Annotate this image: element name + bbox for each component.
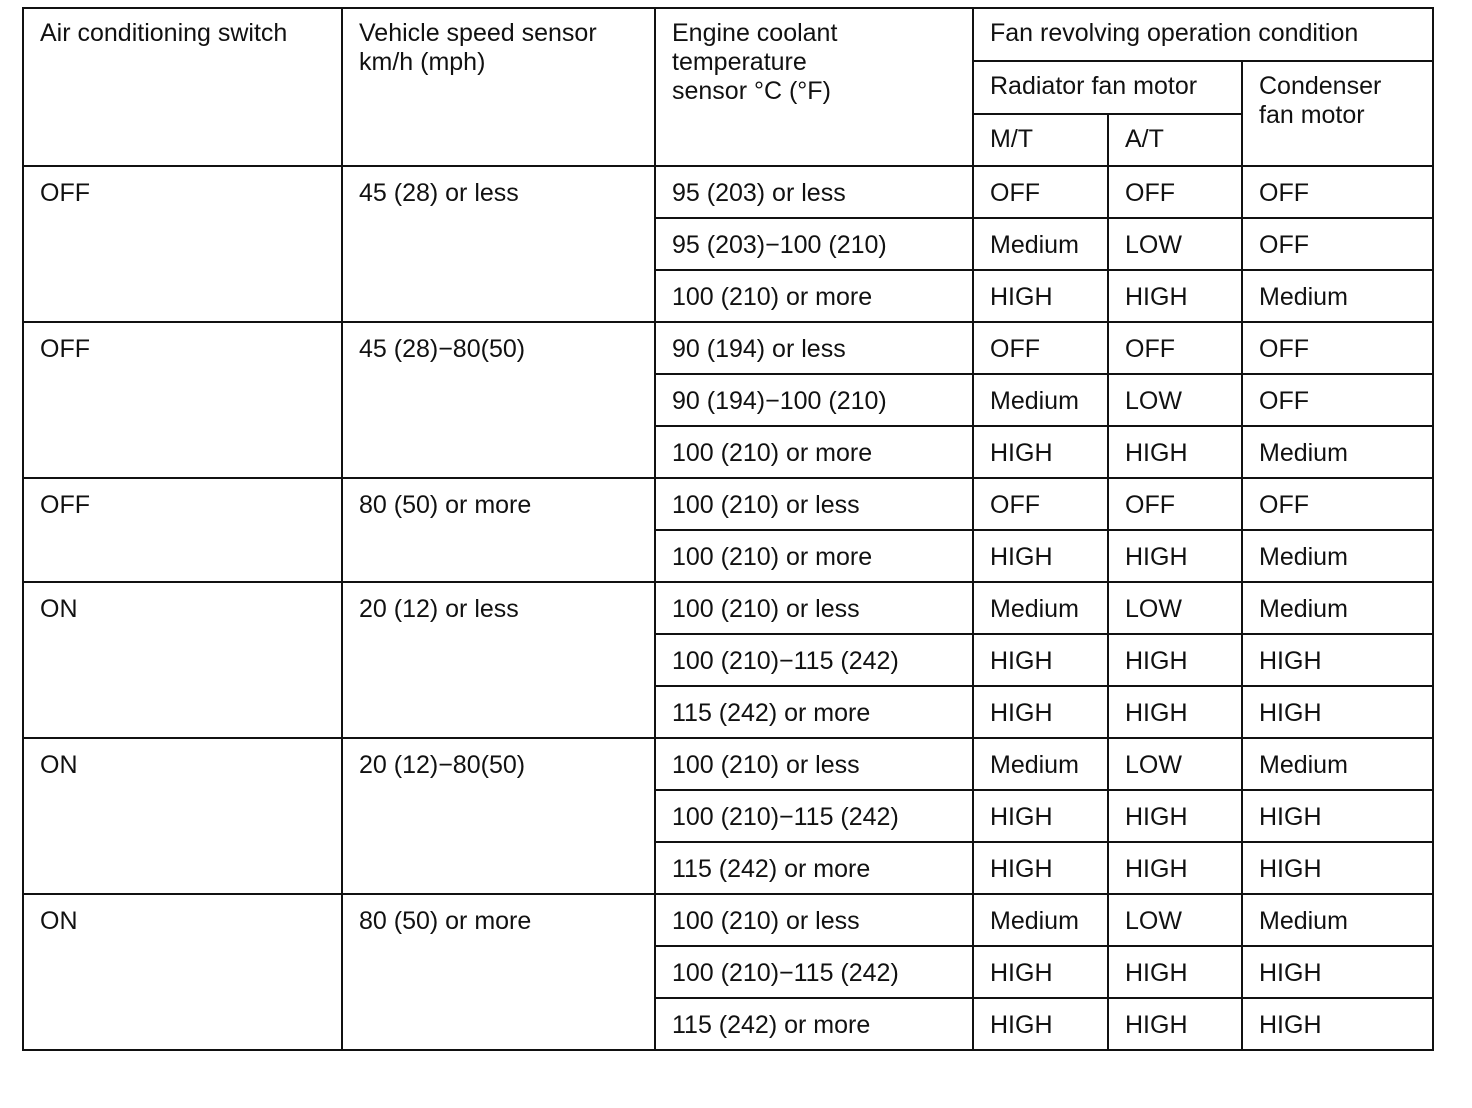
cell-condenser-fan: Medium bbox=[1242, 894, 1433, 946]
cell-radiator-mt: Medium bbox=[973, 738, 1108, 790]
cell-vehicle-speed: 45 (28)−80(50) bbox=[342, 322, 655, 478]
table-row bbox=[23, 894, 1433, 946]
cell-radiator-mt: Medium bbox=[973, 894, 1108, 946]
cell-condenser-fan: HIGH bbox=[1242, 686, 1433, 738]
cell-radiator-at: HIGH bbox=[1108, 634, 1242, 686]
header-fan-condition: Fan revolving operation condition bbox=[973, 8, 1433, 61]
cell-condenser-fan: OFF bbox=[1242, 374, 1433, 426]
cell-coolant-temp: 95 (203) or less bbox=[655, 166, 973, 218]
cell-ac-switch: ON bbox=[23, 582, 342, 738]
cell-coolant-temp: 90 (194) or less bbox=[655, 322, 973, 374]
cell-coolant-temp: 90 (194)−100 (210) bbox=[655, 374, 973, 426]
cell-radiator-at: LOW bbox=[1108, 582, 1242, 634]
cell-coolant-temp: 100 (210) or less bbox=[655, 582, 973, 634]
cell-radiator-at: LOW bbox=[1108, 894, 1242, 946]
fan-operation-table bbox=[22, 7, 1434, 1051]
header-mt: M/T bbox=[973, 114, 1108, 166]
header-condenser-fan: Condenser fan motor bbox=[1242, 61, 1433, 166]
table-row bbox=[23, 738, 1433, 790]
table-header bbox=[23, 8, 1433, 166]
cell-radiator-mt: HIGH bbox=[973, 842, 1108, 894]
cell-radiator-at: LOW bbox=[1108, 374, 1242, 426]
cell-coolant-temp: 100 (210)−115 (242) bbox=[655, 634, 973, 686]
table-row bbox=[23, 478, 1433, 530]
cell-radiator-mt: HIGH bbox=[973, 426, 1108, 478]
cell-condenser-fan: Medium bbox=[1242, 270, 1433, 322]
header-at: A/T bbox=[1108, 114, 1242, 166]
header-radiator-fan: Radiator fan motor bbox=[973, 61, 1242, 114]
cell-radiator-mt: HIGH bbox=[973, 946, 1108, 998]
cell-condenser-fan: Medium bbox=[1242, 582, 1433, 634]
cell-radiator-mt: HIGH bbox=[973, 634, 1108, 686]
cell-condenser-fan: HIGH bbox=[1242, 998, 1433, 1050]
cell-radiator-mt: HIGH bbox=[973, 790, 1108, 842]
cell-radiator-mt: OFF bbox=[973, 166, 1108, 218]
table-row bbox=[23, 166, 1433, 218]
cell-radiator-at: HIGH bbox=[1108, 842, 1242, 894]
cell-radiator-at: LOW bbox=[1108, 218, 1242, 270]
cell-radiator-mt: Medium bbox=[973, 582, 1108, 634]
cell-coolant-temp: 100 (210)−115 (242) bbox=[655, 946, 973, 998]
cell-condenser-fan: HIGH bbox=[1242, 946, 1433, 998]
cell-coolant-temp: 100 (210)−115 (242) bbox=[655, 790, 973, 842]
header-coolant-temp: Engine coolant temperature sensor °C (°F) bbox=[655, 8, 973, 166]
cell-radiator-mt: OFF bbox=[973, 322, 1108, 374]
cell-radiator-at: HIGH bbox=[1108, 946, 1242, 998]
cell-ac-switch: OFF bbox=[23, 166, 342, 322]
cell-radiator-mt: HIGH bbox=[973, 270, 1108, 322]
cell-ac-switch: OFF bbox=[23, 478, 342, 582]
cell-radiator-at: OFF bbox=[1108, 478, 1242, 530]
cell-condenser-fan: HIGH bbox=[1242, 634, 1433, 686]
cell-coolant-temp: 100 (210) or more bbox=[655, 426, 973, 478]
cell-condenser-fan: OFF bbox=[1242, 218, 1433, 270]
cell-radiator-at: HIGH bbox=[1108, 790, 1242, 842]
cell-ac-switch: ON bbox=[23, 738, 342, 894]
cell-coolant-temp: 115 (242) or more bbox=[655, 998, 973, 1050]
cell-condenser-fan: HIGH bbox=[1242, 842, 1433, 894]
cell-radiator-at: OFF bbox=[1108, 166, 1242, 218]
cell-radiator-at: HIGH bbox=[1108, 530, 1242, 582]
table-body bbox=[23, 166, 1433, 1050]
cell-ac-switch: ON bbox=[23, 894, 342, 1050]
table-row bbox=[23, 322, 1433, 374]
header-vehicle-speed: Vehicle speed sensor km/h (mph) bbox=[342, 8, 655, 166]
header-ac-switch: Air conditioning switch bbox=[23, 8, 342, 166]
cell-coolant-temp: 100 (210) or less bbox=[655, 738, 973, 790]
cell-coolant-temp: 95 (203)−100 (210) bbox=[655, 218, 973, 270]
cell-vehicle-speed: 80 (50) or more bbox=[342, 894, 655, 1050]
cell-condenser-fan: OFF bbox=[1242, 478, 1433, 530]
cell-vehicle-speed: 20 (12)−80(50) bbox=[342, 738, 655, 894]
cell-radiator-mt: Medium bbox=[973, 218, 1108, 270]
cell-radiator-at: HIGH bbox=[1108, 998, 1242, 1050]
cell-coolant-temp: 115 (242) or more bbox=[655, 842, 973, 894]
cell-coolant-temp: 100 (210) or less bbox=[655, 894, 973, 946]
cell-radiator-at: HIGH bbox=[1108, 686, 1242, 738]
cell-vehicle-speed: 80 (50) or more bbox=[342, 478, 655, 582]
cell-ac-switch: OFF bbox=[23, 322, 342, 478]
cell-condenser-fan: Medium bbox=[1242, 738, 1433, 790]
cell-condenser-fan: OFF bbox=[1242, 166, 1433, 218]
cell-condenser-fan: OFF bbox=[1242, 322, 1433, 374]
cell-coolant-temp: 100 (210) or more bbox=[655, 270, 973, 322]
cell-vehicle-speed: 20 (12) or less bbox=[342, 582, 655, 738]
cell-condenser-fan: HIGH bbox=[1242, 790, 1433, 842]
cell-radiator-mt: OFF bbox=[973, 478, 1108, 530]
cell-radiator-mt: HIGH bbox=[973, 686, 1108, 738]
cell-coolant-temp: 115 (242) or more bbox=[655, 686, 973, 738]
cell-coolant-temp: 100 (210) or more bbox=[655, 530, 973, 582]
cell-radiator-mt: HIGH bbox=[973, 998, 1108, 1050]
cell-radiator-mt: Medium bbox=[973, 374, 1108, 426]
cell-radiator-at: OFF bbox=[1108, 322, 1242, 374]
cell-radiator-mt: HIGH bbox=[973, 530, 1108, 582]
cell-radiator-at: HIGH bbox=[1108, 270, 1242, 322]
cell-vehicle-speed: 45 (28) or less bbox=[342, 166, 655, 322]
table-row bbox=[23, 582, 1433, 634]
cell-condenser-fan: Medium bbox=[1242, 426, 1433, 478]
cell-radiator-at: LOW bbox=[1108, 738, 1242, 790]
cell-condenser-fan: Medium bbox=[1242, 530, 1433, 582]
cell-coolant-temp: 100 (210) or less bbox=[655, 478, 973, 530]
cell-radiator-at: HIGH bbox=[1108, 426, 1242, 478]
